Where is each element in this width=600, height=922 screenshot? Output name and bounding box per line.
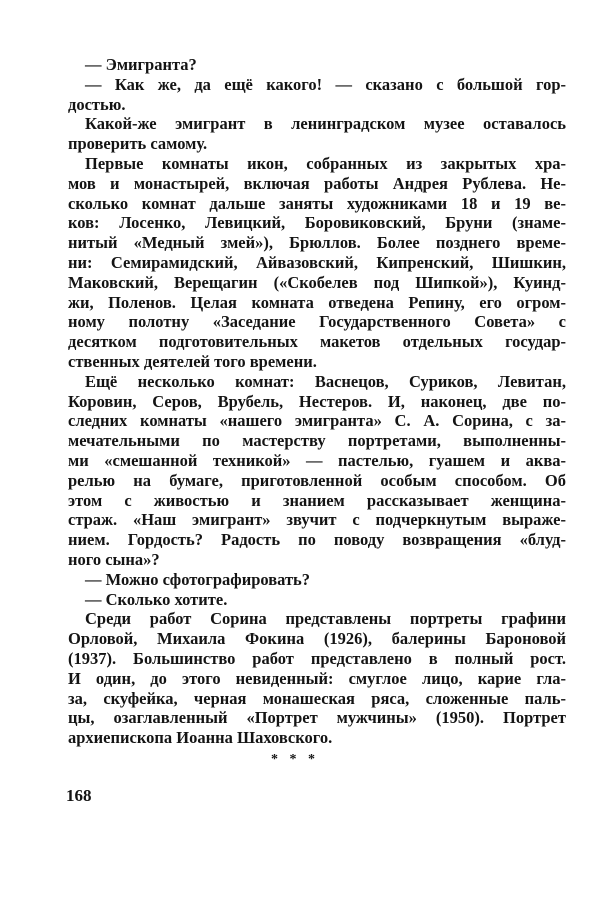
text-line: следних комнаты «нашего эмигранта» С. А. Сорина, с за- bbox=[68, 411, 566, 431]
text-line: ного сына»? bbox=[68, 550, 160, 569]
text-line: десятком подготовительных макетов отдельных государ- bbox=[68, 332, 566, 352]
text-line: достью. bbox=[68, 94, 126, 114]
text-line: — Можно сфотографировать? bbox=[85, 569, 311, 589]
text-line: Коровин, Серов, Врубель, Нестеров. И, наконец, две по- bbox=[68, 391, 566, 411]
text-line: И один, до этого невиденный: смуглое лицо, карие гла- bbox=[68, 668, 566, 688]
text-line: Маковский, Верещагин («Скобелев под Шипкой»), Куинд- bbox=[68, 272, 566, 292]
text-line: страж. «Наш эмигрант» звучит с подчеркнутым выраже- bbox=[68, 510, 566, 530]
text-line: Ещё несколько комнат: Васнецов, Суриков, Левитан, bbox=[85, 371, 566, 391]
text-line: Какой-же эмигрант в ленинградском музее оставалось bbox=[85, 114, 566, 134]
text-line: архиепископа Иоанна Шаховского. bbox=[68, 728, 333, 748]
text-line: ков: Лосенко, Левицкий, Боровиковский, Бруни (знаме- bbox=[68, 213, 566, 233]
text-line: ми «смешанной техникой» — пастелью, гуашем и аква- bbox=[68, 451, 566, 470]
text-line: ни: Семирамидский, Айвазовский, Кипренский, Шишкин, bbox=[68, 253, 566, 272]
text-line: — Эмигранта? bbox=[85, 55, 197, 74]
section-separator: * * * bbox=[271, 752, 319, 767]
text-line: мов и монастырей, включая работы Андрея Рублева. Не- bbox=[68, 173, 566, 193]
text-line: ному полотну «Заседание Государственного Совета» с bbox=[68, 312, 566, 332]
text-line: цы, озаглавленный «Портрет мужчины» (1950). Портрет bbox=[68, 708, 566, 728]
text-line: этом с живостью и знанием рассказывает женщина- bbox=[68, 490, 566, 510]
text-line: нитый «Медный змей»), Брюллов. Более позднего време- bbox=[68, 233, 566, 253]
text-line: Среди работ Сорина представлены портреты графини bbox=[85, 609, 566, 629]
text-line: (1937). Большинство работ представлено в полный рост. bbox=[68, 649, 566, 668]
page-number: 168 bbox=[66, 786, 92, 805]
text-line: мечательными по мастерству портретами, выполненны- bbox=[68, 431, 566, 451]
text-line: жи, Поленов. Целая комната отведена Репину, его огром- bbox=[68, 292, 566, 312]
text-line: — Как же, да ещё какого! — сказано с большой гор- bbox=[85, 74, 566, 94]
text-line: за, скуфейка, черная монашеская ряса, сложенные паль- bbox=[68, 688, 566, 708]
text-line: — Сколько хотите. bbox=[85, 589, 228, 609]
text-line: нием. Гордость? Радость по поводу возвращения «блуд- bbox=[68, 530, 566, 550]
text-line: Первые комнаты икон, собранных из закрытых хра- bbox=[85, 154, 566, 173]
text-line: проверить самому. bbox=[68, 134, 208, 154]
text-line: Орловой, Михаила Фокина (1926), балерины Бароновой bbox=[68, 629, 566, 649]
text-line: сколько комнат дальше заняты художниками 18 и 19 ве- bbox=[68, 193, 566, 213]
text-line: релью на бумаге, приготовленной особым способом. Об bbox=[68, 470, 566, 490]
text-line: ственных деятелей того времени. bbox=[68, 352, 317, 371]
